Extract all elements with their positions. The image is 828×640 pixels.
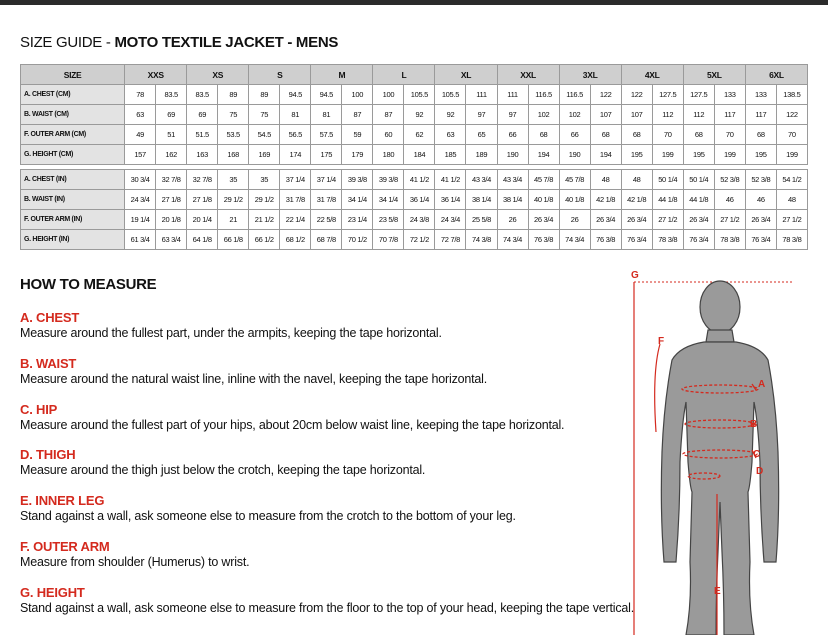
measure-section-inner-leg — [20, 493, 610, 524]
table-cell: 102 — [559, 105, 590, 125]
label-g: G — [631, 270, 639, 281]
table-cell: 35 — [218, 170, 249, 190]
table-cell: 189 — [466, 145, 497, 165]
table-cell: 27 1/8 — [187, 190, 218, 210]
table-cell: 63 — [125, 105, 156, 125]
page-title — [20, 34, 338, 51]
section-text: Stand against a wall, ask someone else to measure from the crotch to the bottom of your leg. — [20, 509, 516, 523]
section-title: D. THIGH — [20, 447, 76, 462]
table-cell: 41 1/2 — [435, 170, 466, 190]
table-cell: 70 — [776, 125, 807, 145]
section-text: Measure from shoulder (Humerus) to wrist. — [20, 555, 250, 569]
table-cell: 43 3/4 — [466, 170, 497, 190]
table-cell: 43 3/4 — [497, 170, 528, 190]
measure-section-thigh — [20, 447, 610, 478]
table-cell: 72 1/2 — [404, 230, 435, 250]
table-cell: 195 — [621, 145, 652, 165]
size-header-row — [21, 65, 808, 85]
table-cell: 59 — [342, 125, 373, 145]
table-cell: 117 — [745, 105, 776, 125]
section-text: Stand against a wall, ask someone else to measure from the floor to the top of your head, keeping the tape vertical. — [20, 601, 634, 615]
table-cell: 44 1/8 — [683, 190, 714, 210]
table-cell: 45 7/8 — [559, 170, 590, 190]
table-cell: 70 — [714, 125, 745, 145]
label-d: D — [756, 466, 764, 477]
table-cell: 127.5 — [683, 85, 714, 105]
section-text: Measure around the fullest part of your hips, about 20cm below waist line, keeping the tape horizontal. — [20, 418, 565, 432]
table-cell: 89 — [249, 85, 280, 105]
table-cell: 70 — [652, 125, 683, 145]
table-cell: 63 — [435, 125, 466, 145]
row-label: B. WAIST (IN) — [21, 190, 125, 210]
table-cell: 127.5 — [652, 85, 683, 105]
table-cell: 66 — [497, 125, 528, 145]
table-cell: 41 1/2 — [404, 170, 435, 190]
label-c: C — [753, 449, 761, 460]
table-cell: 68 — [683, 125, 714, 145]
table-cell: 34 1/4 — [342, 190, 373, 210]
top-bar — [0, 0, 828, 5]
measure-section-chest — [20, 310, 610, 341]
table-cell: 21 1/2 — [249, 210, 280, 230]
table-cell: 157 — [125, 145, 156, 165]
section-title: C. HIP — [20, 402, 58, 417]
table-row — [21, 85, 808, 105]
table-cell: 24 3/4 — [125, 190, 156, 210]
table-cell: 105.5 — [404, 85, 435, 105]
table-row — [21, 210, 808, 230]
table-cell: 54.5 — [249, 125, 280, 145]
label-b: B — [750, 419, 758, 430]
table-cell: 63 3/4 — [156, 230, 187, 250]
table-cell: 70 1/2 — [342, 230, 373, 250]
table-cell: 162 — [156, 145, 187, 165]
table-cell: 36 1/4 — [435, 190, 466, 210]
size-col-header: XXS — [125, 65, 187, 85]
table-cell: 48 — [590, 170, 621, 190]
table-cell: 112 — [652, 105, 683, 125]
section-title: G. HEIGHT — [20, 585, 85, 600]
table-cell: 199 — [776, 145, 807, 165]
table-cell: 64 1/8 — [187, 230, 218, 250]
table-cell: 78 — [125, 85, 156, 105]
table-cell: 199 — [714, 145, 745, 165]
table-cell: 66 — [559, 125, 590, 145]
table-cell: 31 7/8 — [280, 190, 311, 210]
table-cell: 34 1/4 — [373, 190, 404, 210]
table-cell: 76 3/4 — [621, 230, 652, 250]
table-cell: 68 — [745, 125, 776, 145]
table-cell: 52 3/8 — [745, 170, 776, 190]
table-cell: 45 7/8 — [528, 170, 559, 190]
table-cell: 195 — [745, 145, 776, 165]
table-cell: 48 — [776, 190, 807, 210]
table-cell: 81 — [311, 105, 342, 125]
body-measurement-figure — [620, 262, 828, 635]
table-cell: 24 3/4 — [435, 210, 466, 230]
table-cell: 50 1/4 — [652, 170, 683, 190]
title-prefix: SIZE GUIDE - — [20, 34, 115, 51]
section-title: E. INNER LEG — [20, 493, 105, 508]
table-cell: 57.5 — [311, 125, 342, 145]
table-cell: 31 7/8 — [311, 190, 342, 210]
table-cell: 51 — [156, 125, 187, 145]
table-cell: 20 1/8 — [156, 210, 187, 230]
table-cell: 65 — [466, 125, 497, 145]
section-text: Measure around the fullest part, under the armpits, keeping the tape horizontal. — [20, 326, 442, 340]
table-cell: 69 — [156, 105, 187, 125]
table-cell: 37 1/4 — [311, 170, 342, 190]
size-col-header: XS — [187, 65, 249, 85]
size-col-header: XL — [435, 65, 497, 85]
section-title: A. CHEST — [20, 310, 80, 325]
table-cell: 184 — [404, 145, 435, 165]
table-cell: 66 1/8 — [218, 230, 249, 250]
size-col-header: XXL — [497, 65, 559, 85]
table-cell: 185 — [435, 145, 466, 165]
table-cell: 22 5/8 — [311, 210, 342, 230]
table-cell: 180 — [373, 145, 404, 165]
table-cell: 26 — [497, 210, 528, 230]
table-cell: 122 — [776, 105, 807, 125]
table-cell: 69 — [187, 105, 218, 125]
measure-section-waist — [20, 356, 610, 387]
table-cell: 48 — [621, 170, 652, 190]
table-cell: 133 — [714, 85, 745, 105]
table-cell: 102 — [528, 105, 559, 125]
table-cell: 68 — [528, 125, 559, 145]
table-cell: 97 — [466, 105, 497, 125]
table-cell: 52 3/8 — [714, 170, 745, 190]
table-cell: 81 — [280, 105, 311, 125]
size-col-header: S — [249, 65, 311, 85]
table-cell: 75 — [218, 105, 249, 125]
table-cell: 21 — [218, 210, 249, 230]
table-cell: 74 3/4 — [559, 230, 590, 250]
table-cell: 51.5 — [187, 125, 218, 145]
table-cell: 50 1/4 — [683, 170, 714, 190]
table-cell: 100 — [342, 85, 373, 105]
table-cell: 68 — [590, 125, 621, 145]
row-label: G. HEIGHT (IN) — [21, 230, 125, 250]
table-cell: 42 1/8 — [621, 190, 652, 210]
table-cell: 78 3/8 — [714, 230, 745, 250]
table-cell: 68 1/2 — [280, 230, 311, 250]
measure-section-hip — [20, 402, 610, 433]
table-cell: 111 — [497, 85, 528, 105]
table-cell: 78 3/8 — [776, 230, 807, 250]
table-cell: 66 1/2 — [249, 230, 280, 250]
table-cell: 74 3/4 — [497, 230, 528, 250]
table-cell: 37 1/4 — [280, 170, 311, 190]
measure-section-height — [20, 585, 634, 616]
size-col-header: 5XL — [683, 65, 745, 85]
size-col-header: L — [373, 65, 435, 85]
table-row — [21, 170, 808, 190]
table-cell: 26 3/4 — [528, 210, 559, 230]
table-cell: 56.5 — [280, 125, 311, 145]
table-cell: 89 — [218, 85, 249, 105]
table-row — [21, 105, 808, 125]
table-row — [21, 125, 808, 145]
table-cell: 39 3/8 — [373, 170, 404, 190]
table-cell: 70 7/8 — [373, 230, 404, 250]
table-cell: 24 3/8 — [404, 210, 435, 230]
table-cell: 26 3/4 — [621, 210, 652, 230]
table-cell: 32 7/8 — [187, 170, 218, 190]
title-bold: MOTO TEXTILE JACKET - MENS — [114, 34, 339, 51]
table-cell: 195 — [683, 145, 714, 165]
table-cell: 94.5 — [311, 85, 342, 105]
table-row — [21, 230, 808, 250]
table-cell: 199 — [652, 145, 683, 165]
table-cell: 26 — [559, 210, 590, 230]
table-cell: 87 — [342, 105, 373, 125]
table-cell: 61 3/4 — [125, 230, 156, 250]
label-a: A — [758, 379, 766, 390]
body-figure-svg — [620, 262, 828, 635]
size-col-header: 6XL — [745, 65, 807, 85]
size-table — [20, 64, 808, 250]
table-cell: 116.5 — [528, 85, 559, 105]
how-to-measure-heading: HOW TO MEASURE — [20, 276, 157, 293]
table-cell: 23 5/8 — [373, 210, 404, 230]
table-cell: 27 1/2 — [714, 210, 745, 230]
size-header-cell: SIZE — [21, 65, 125, 85]
table-cell: 168 — [218, 145, 249, 165]
table-cell: 138.5 — [776, 85, 807, 105]
table-cell: 19 1/4 — [125, 210, 156, 230]
row-label: G. HEIGHT (CM) — [21, 145, 125, 165]
table-cell: 46 — [745, 190, 776, 210]
table-cell: 20 1/4 — [187, 210, 218, 230]
table-cell: 76 3/8 — [590, 230, 621, 250]
table-cell: 105.5 — [435, 85, 466, 105]
table-cell: 38 1/4 — [466, 190, 497, 210]
table-cell: 169 — [249, 145, 280, 165]
table-cell: 29 1/2 — [218, 190, 249, 210]
table-cell: 38 1/4 — [497, 190, 528, 210]
table-cell: 92 — [404, 105, 435, 125]
table-cell: 39 3/8 — [342, 170, 373, 190]
size-col-header: 3XL — [559, 65, 621, 85]
section-title: B. WAIST — [20, 356, 77, 371]
table-cell: 40 1/8 — [528, 190, 559, 210]
table-cell: 27 1/8 — [156, 190, 187, 210]
row-label: F. OUTER ARM (CM) — [21, 125, 125, 145]
table-cell: 27 1/2 — [652, 210, 683, 230]
table-cell: 44 1/8 — [652, 190, 683, 210]
size-col-header: 4XL — [621, 65, 683, 85]
table-cell: 112 — [683, 105, 714, 125]
table-cell: 194 — [590, 145, 621, 165]
size-col-header: M — [311, 65, 373, 85]
table-cell: 35 — [249, 170, 280, 190]
section-text: Measure around the natural waist line, inline with the navel, keeping the tape horizontal. — [20, 372, 488, 386]
table-cell: 26 3/4 — [590, 210, 621, 230]
table-cell: 116.5 — [559, 85, 590, 105]
table-cell: 26 3/4 — [745, 210, 776, 230]
table-cell: 76 3/4 — [745, 230, 776, 250]
table-row — [21, 145, 808, 165]
table-cell: 78 3/8 — [652, 230, 683, 250]
table-cell: 76 3/8 — [528, 230, 559, 250]
table-cell: 107 — [621, 105, 652, 125]
table-cell: 53.5 — [218, 125, 249, 145]
table-cell: 75 — [249, 105, 280, 125]
table-cell: 76 3/4 — [683, 230, 714, 250]
table-cell: 111 — [466, 85, 497, 105]
table-cell: 94.5 — [280, 85, 311, 105]
row-label: A. CHEST (CM) — [21, 85, 125, 105]
table-cell: 23 1/4 — [342, 210, 373, 230]
section-text: Measure around the thigh just below the crotch, keeping the tape horizontal. — [20, 463, 426, 477]
table-cell: 122 — [590, 85, 621, 105]
table-cell: 194 — [528, 145, 559, 165]
table-cell: 190 — [497, 145, 528, 165]
cm-rows — [21, 85, 808, 165]
table-cell: 107 — [590, 105, 621, 125]
table-cell: 83.5 — [156, 85, 187, 105]
table-cell: 175 — [311, 145, 342, 165]
table-cell: 87 — [373, 105, 404, 125]
row-label: F. OUTER ARM (IN) — [21, 210, 125, 230]
table-cell: 72 7/8 — [435, 230, 466, 250]
in-rows — [21, 170, 808, 250]
table-cell: 30 3/4 — [125, 170, 156, 190]
table-cell: 25 5/8 — [466, 210, 497, 230]
table-cell: 117 — [714, 105, 745, 125]
table-cell: 100 — [373, 85, 404, 105]
table-cell: 26 3/4 — [683, 210, 714, 230]
table-row — [21, 190, 808, 210]
table-cell: 62 — [404, 125, 435, 145]
row-label: A. CHEST (IN) — [21, 170, 125, 190]
table-cell: 179 — [342, 145, 373, 165]
table-cell: 83.5 — [187, 85, 218, 105]
table-cell: 97 — [497, 105, 528, 125]
section-title: F. OUTER ARM — [20, 539, 110, 554]
table-cell: 174 — [280, 145, 311, 165]
table-cell: 36 1/4 — [404, 190, 435, 210]
table-cell: 133 — [745, 85, 776, 105]
label-f: F — [658, 336, 665, 347]
table-cell: 22 1/4 — [280, 210, 311, 230]
measure-section-outer-arm — [20, 539, 610, 570]
table-cell: 32 7/8 — [156, 170, 187, 190]
table-cell: 122 — [621, 85, 652, 105]
table-cell: 42 1/8 — [590, 190, 621, 210]
table-cell: 60 — [373, 125, 404, 145]
table-cell: 49 — [125, 125, 156, 145]
table-cell: 29 1/2 — [249, 190, 280, 210]
table-cell: 68 — [621, 125, 652, 145]
table-cell: 46 — [714, 190, 745, 210]
table-cell: 40 1/8 — [559, 190, 590, 210]
table-cell: 190 — [559, 145, 590, 165]
table-cell: 54 1/2 — [776, 170, 807, 190]
table-cell: 27 1/2 — [776, 210, 807, 230]
row-label: B. WAIST (CM) — [21, 105, 125, 125]
table-cell: 92 — [435, 105, 466, 125]
table-cell: 163 — [187, 145, 218, 165]
table-cell: 74 3/8 — [466, 230, 497, 250]
label-e: E — [714, 586, 721, 597]
table-cell: 68 7/8 — [311, 230, 342, 250]
